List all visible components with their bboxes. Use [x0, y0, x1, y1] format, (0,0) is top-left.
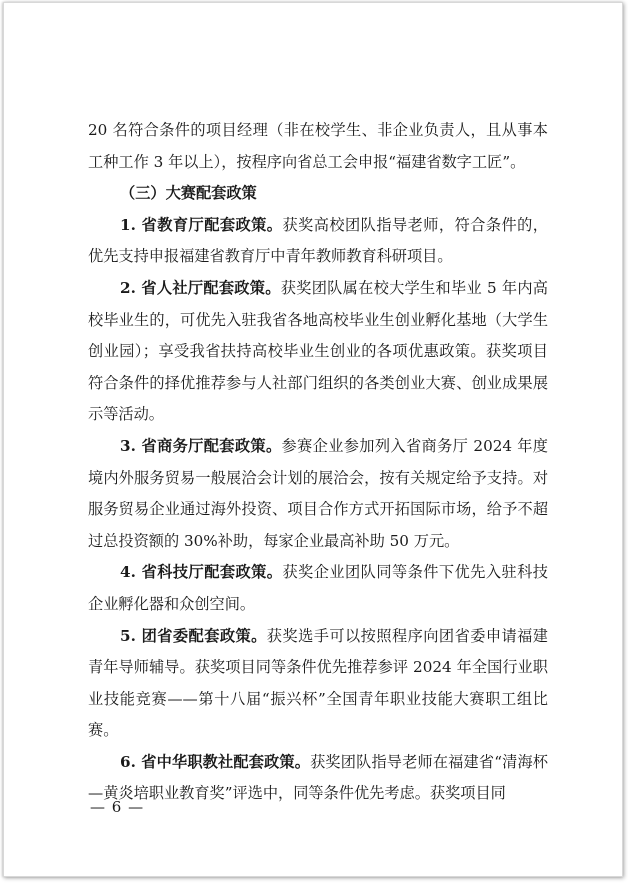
- document-body: [88, 115, 548, 810]
- policy-item-title: 1. 省教育厅配套政策。: [120, 215, 283, 234]
- policy-item-4: [88, 557, 548, 620]
- policy-item-text: 获奖团队属在校大学生和毕业 5 年内高校毕业生的，可优先入驻我省各地高校毕业生创业孵化基地（大学生创业园）；享受我省扶持高校毕业生创业的各项优惠政策。获奖项目符合条件的择优推荐参与人社部门组织的各类创业大赛、创业成果展示等活动。: [88, 278, 548, 424]
- policy-item-title: 5. 团省委配套政策。: [120, 626, 267, 645]
- document-page: [3, 2, 623, 877]
- policy-item-text: 获奖团队指导老师在福建省“清海杯—黄炎培职业教育奖”评选中，同等条件优先考虑。获奖项目同: [88, 752, 548, 803]
- continued-paragraph: 20 名符合条件的项目经理（非在校学生、非企业负责人，且从事本工种工作 3 年以上），按程序向省总工会申报“福建省数字工匠”。: [88, 121, 548, 171]
- policy-item-title: 2. 省人社厅配套政策。: [120, 278, 281, 297]
- policy-item-text: 获奖高校团队指导老师，符合条件的，优先支持申报福建省教育厅中青年教师教育科研项目。: [88, 215, 548, 266]
- policy-item-title: 3. 省商务厅配套政策。: [120, 436, 282, 455]
- policy-item-title: 4. 省科技厅配套政策。: [120, 563, 283, 582]
- policy-item-2: [88, 273, 548, 431]
- page-number: — 6 —: [90, 798, 145, 816]
- policy-item-3: [88, 431, 548, 557]
- section-heading: （三）大赛配套政策: [120, 184, 257, 203]
- policy-item-title: 6. 省中华职教社配套政策。: [120, 752, 311, 771]
- policy-item-6: [88, 747, 548, 810]
- policy-item-5: [88, 621, 548, 747]
- policy-item-text: 获奖选手可以按照程序向团省委申请福建青年导师辅导。获奖项目同等条件优先推荐参评 2024 年全国行业职业技能竞赛——第十八届“振兴杯”全国青年职业技能大赛职工组比赛。: [88, 626, 548, 740]
- policy-item-text: 参赛企业参加列入省商务厅 2024 年度境内外服务贸易一般展洽会计划的展洽会，按有关规定给予支持。对服务贸易企业通过海外投资、项目合作方式开拓国际市场，给予不超过总投资额的 30%补助，每家企业最高补助 50 万元。: [88, 436, 548, 550]
- policy-item-text: 获奖企业团队同等条件下优先入驻科技企业孵化器和众创空间。: [88, 563, 548, 613]
- policy-item-1: [88, 210, 548, 273]
